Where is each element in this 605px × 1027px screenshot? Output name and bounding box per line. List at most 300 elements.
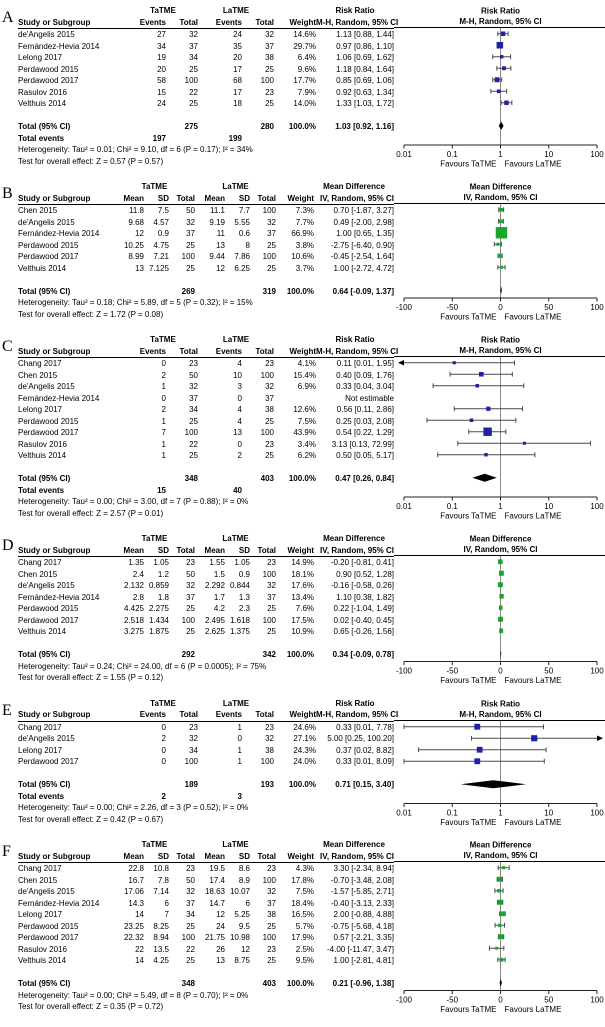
cell: SD [238,193,250,203]
table-row [18,615,394,627]
table-row [18,358,394,370]
cell: 9.68 [128,217,144,227]
cell: 1 [161,439,166,449]
cell: IV, Random, 95% CI [320,545,394,555]
effect-marker [498,900,503,905]
cell: Velthuis 2014 [18,627,67,636]
cell: 2.8 [132,592,144,602]
spacer-row [18,638,394,650]
cell: 17 [233,64,242,74]
cell: -1.57 [-5.85, 2.71] [330,887,394,896]
cell: 35 [233,41,242,51]
panel-e [2,698,605,828]
effect-marker [497,877,502,882]
overall-effect-row [18,814,394,826]
cell: 342 [262,650,276,659]
cell: Velthuis 2014 [18,99,67,108]
panel-a [2,5,605,169]
cell: 14.6% [293,30,316,39]
cell: 3.275 [123,627,144,636]
cell: SD [238,851,250,861]
effect-marker [474,758,480,764]
cell: 4.2 [213,604,225,613]
panel-b [2,181,605,322]
cell: 25 [186,921,195,931]
overall-effect-row [18,1001,394,1013]
cell: 17.5% [291,615,314,625]
cell: 40 [233,485,242,495]
effect-marker [499,594,503,598]
cell: LaTME [222,840,249,849]
cell: 5.25 [234,910,250,919]
effect-marker [484,453,487,456]
cell: Fernández-Hevia 2014 [18,898,100,908]
cell: 9.5 [238,921,250,931]
cell: Heterogeneity: Tau² = 0.01; Chi² = 9.10, df = 6 (P = 0.17); I² = 34% [18,145,253,154]
table-row [18,75,394,87]
cell: 37 [186,229,195,238]
cell: Weight [289,17,316,27]
cell [198,779,242,791]
cell: 32 [189,382,198,391]
cell: 32 [189,30,198,39]
cell: 100 [260,76,274,85]
cell: 37 [265,41,274,51]
panel-label: E [2,701,12,719]
cell: 348 [181,979,195,988]
cell: Lelong 2017 [18,910,63,919]
heterogeneity-row [18,802,394,814]
effect-marker [499,571,504,576]
cell: 0 [161,745,166,755]
cell: Total [179,710,198,719]
cell: 1.35 [128,558,144,567]
cell: 100 [262,252,276,261]
svg-text:10: 10 [544,150,554,159]
forest-plot-svg [394,181,605,322]
cell: 7.5% [295,887,314,896]
heterogeneity-row [18,990,394,1002]
cell: 4 [237,405,242,414]
cell: Chang 2017 [18,722,62,732]
forest-plot-svg [394,839,605,1015]
cell: 37 [265,393,274,403]
cell: 1.10 [0.38, 1.82] [336,592,394,602]
spacer-row [18,274,394,286]
cell: Test for overall effect: Z = 0.57 (P = 0.57) [18,156,164,166]
svg-text:-50: -50 [446,995,459,1005]
cell: 25 [267,627,276,636]
cell: 0.90 [0.52, 1.28] [336,569,394,579]
cell: 25 [186,627,195,636]
forest-plot-svg [394,533,605,686]
group-header-row [18,698,394,710]
column-header-row [18,545,394,558]
cell: TaTME [141,840,168,849]
cell [195,649,225,661]
cell: 100.0% [286,650,314,659]
cell: 0.859 [148,581,169,590]
cell: 0.25 [0.03, 2.08] [336,416,394,426]
axis [396,662,604,676]
cell: Perdawood 2015 [18,604,79,613]
table-row [18,944,394,956]
plot-effect-title: Risk Ratio [480,335,521,345]
effect-marker [523,442,526,445]
cell: 10.6% [291,252,314,261]
table-row [18,381,394,393]
ci-line [404,724,543,729]
cell: 20 [157,64,166,74]
table-row [18,909,394,921]
cell [198,121,242,133]
cell: 29.7% [293,41,316,51]
cell: 23 [189,722,198,732]
cell: 23 [265,359,274,368]
effect-marker [499,606,503,610]
table-row [18,98,394,110]
cell: LaTME [222,698,250,708]
cell: 6.25 [234,263,250,273]
cell: 2.518 [123,615,144,625]
svg-text:0.1: 0.1 [446,808,458,817]
cell: 0.34 [-0.09, 0.78] [332,650,394,659]
cell: 0 [237,393,242,403]
effect-marker [499,629,503,633]
cell: LaTME [222,534,249,543]
cell: 32 [189,734,198,743]
cell: Events [139,710,166,719]
cell: SD [238,545,250,555]
cell: 0.11 [0.01, 1.95] [336,359,394,368]
cell: 37 [189,41,198,51]
cell: Mean [204,193,225,203]
effect-marker [498,559,503,564]
column-header-row [18,709,399,722]
plot-effect-title: Risk Ratio [480,6,521,16]
cell: Perdawood 2015 [18,921,79,931]
cell: Events [139,346,166,356]
cell: 2.00 [-0.88, 4.88] [333,910,394,919]
effect-marker [497,89,501,93]
effect-marker [495,77,500,82]
cell: Test for overall effect: Z = 0.42 (P = 0.67) [18,814,164,824]
cell: 34 [157,41,166,51]
table-row [18,370,394,382]
cell: 1.03 [0.92, 1.16] [335,122,394,131]
cell: 7.6% [295,604,314,613]
cell: Total (95% CI) [18,650,71,659]
effect-marker [498,617,503,622]
panel-d [2,533,605,686]
effect-marker [483,428,491,436]
cell: 1.434 [148,615,169,625]
cell: 22.32 [123,933,144,942]
cell: 18 [233,99,242,108]
cell: Chen 2015 [18,370,58,380]
cell: de'Angelis 2015 [18,30,75,39]
table-row [18,863,394,875]
cell: 7.5% [297,416,316,426]
cell: 6.9% [297,382,316,391]
cell: Weight [289,710,316,719]
cell: 13 [135,263,144,273]
cell [195,286,225,298]
cell: 24 [157,99,166,108]
cell: 100 [184,428,198,437]
cell: 16.7 [128,875,144,885]
effect-marker [531,735,537,741]
cell: Total [257,193,276,203]
favours-right-label: Favours LaTME [504,1005,562,1014]
cell: 23 [189,359,198,368]
table-row [18,240,394,252]
table-row [18,251,394,263]
favours-left-label: Favours TaTME [440,159,497,169]
cell: Total [257,851,276,861]
cell: Total [257,545,276,555]
forest-plot [394,334,605,521]
cell: Mean Difference [323,182,385,191]
cell: Velthuis 2014 [18,451,67,460]
summary-diamond [461,780,526,788]
cell: 25 [265,451,274,460]
cell: Test for overall effect: Z = 1.55 (P = 0.12) [18,673,164,682]
cell: 17.7% [293,76,316,85]
effect-marker [500,958,504,962]
cell: 25 [267,240,276,250]
table-row [18,557,394,569]
heterogeneity-row [18,297,394,309]
spacer-row [18,768,394,780]
spacer-row [18,462,394,474]
cell: 27 [157,30,166,39]
cell: 25 [267,921,276,931]
cell: 32 [267,581,276,590]
cell: 13 [233,428,242,437]
cell: Total events [18,133,65,143]
cell: Mean [204,545,225,555]
cell: Lelong 2017 [18,405,63,414]
effect-marker [476,384,480,388]
effect-marker [496,227,507,238]
cell: 100 [262,569,276,579]
cell: 68 [233,76,242,85]
cell: 100.0% [286,286,314,296]
cell: 1 [237,722,242,732]
cell: 37 [186,898,195,908]
cell: 100.0% [288,474,316,483]
cell: 100 [181,252,195,261]
cell [18,181,114,193]
table-row [18,756,394,768]
cell: Total (95% CI) [18,979,71,988]
cell: 1 [237,757,242,766]
table-row [18,626,394,638]
cell: 7.5 [157,206,169,215]
cell: Fernández-Hevia 2014 [18,592,100,602]
cell: 0.33 [0.04, 3.04] [336,382,394,391]
svg-text:-100: -100 [395,666,413,676]
effect-marker [498,254,502,258]
cell: 34 [189,745,198,755]
cell: 38 [267,910,276,919]
cell: 14 [135,910,144,919]
cell: Weight [289,346,316,356]
cell: 23 [267,944,276,954]
cell: 19.5 [209,864,225,873]
overall-effect-row [18,508,394,520]
cell: 100 [181,933,195,942]
cell: 58 [157,76,166,85]
group-header-row [18,334,394,346]
cell: Total [179,346,198,356]
cell: 34 [189,405,198,414]
cell: 4.425 [123,604,144,613]
svg-text:0: 0 [498,303,503,312]
cell: 22 [186,944,195,954]
cell: 6.2% [297,451,316,460]
effect-marker [495,947,498,950]
cell [225,978,250,990]
table-row [18,592,394,604]
cell: 25 [186,604,195,613]
cell: -0.75 [-5.68, 4.18] [330,921,394,931]
cell: 100.0% [286,979,314,988]
cell: 4.25 [153,956,169,965]
panel-c [2,334,605,521]
cell [18,334,128,346]
table-row [18,228,394,240]
cell: 22 [135,944,144,954]
cell: 24.3% [293,745,316,755]
plot-effect-title: Mean Difference [469,840,532,850]
cell: 13.5 [153,944,169,954]
cell: 6.4% [297,53,316,62]
favours-left-label: Favours TaTME [440,312,497,322]
panel-label: C [2,338,13,355]
cell: 21.75 [204,933,225,942]
cell: Chen 2015 [18,206,58,215]
cell: 32 [186,217,195,227]
cell: -0.70 [-3.48, 2.08] [330,875,394,885]
ci-line [404,758,544,763]
cell: 38 [265,745,274,755]
cell: 15 [157,87,166,97]
cell: 17.8% [291,875,314,885]
cell: Fernández-Hevia 2014 [18,393,100,403]
table-row [18,921,394,933]
table-row [18,439,394,451]
cell: 2.275 [148,604,169,613]
cell: 2.132 [123,581,144,590]
svg-text:0.01: 0.01 [396,150,412,159]
cell: 1.06 [0.69, 1.62] [336,53,394,62]
cell: 1.55 [209,558,225,567]
cell: 1.33 [1.03, 1.72] [336,99,394,108]
cell: Total [179,17,198,27]
cell: 0.33 [0.01, 7.78] [336,722,394,732]
heterogeneity-row [18,496,394,508]
cell: 34 [189,53,198,62]
plot-method-title: IV, Random, 95% CI [463,193,538,202]
cell: Mean [123,193,144,203]
cell: IV, Random, 95% CI [320,193,394,203]
favours-right-label: Favours LaTME [504,312,562,322]
panel-table [18,839,394,1015]
table-row [18,450,394,462]
plot-method-title: M-H, Random, 95% CI [459,17,542,26]
cell: 403 [262,979,276,988]
cell: 5.55 [234,217,250,227]
cell: 14.0% [293,99,316,108]
cell: 0.47 [0.26, 0.84] [335,474,394,483]
plot-method-title: M-H, Random, 95% CI [459,346,542,355]
cell: Total [255,710,274,719]
cell: 3 [237,791,242,801]
cell: 0.64 [-0.09, 1.37] [332,286,394,296]
cell: 1.00 [-2.81, 4.81] [333,956,394,965]
cell: 12 [135,229,144,238]
cell: 9.19 [209,217,225,227]
cell: 24.6% [293,722,316,732]
favours-left-label: Favours TaTME [440,1005,497,1014]
cell: 0.844 [229,581,250,590]
cell: 25 [186,956,195,965]
cell: 2.3 [238,604,250,613]
cell: 100 [184,76,198,85]
cell: Events [215,710,242,719]
svg-text:1: 1 [498,150,503,159]
cell: Velthuis 2014 [18,956,67,965]
axis [396,803,604,817]
plot-effect-title: Risk Ratio [480,699,521,708]
cell: Perdawood 2017 [18,757,79,766]
cell: 8.6 [238,864,250,873]
svg-text:50: 50 [544,303,554,312]
cell: 17.6% [291,581,314,590]
cell: 7.7 [238,206,250,215]
cell: 199 [228,133,242,143]
cell: 0.97 [0.86, 1.10] [336,41,394,51]
cell: Mean [123,545,144,555]
cell: 25 [189,64,198,74]
cell: LaTME [222,335,250,344]
table-row [18,569,394,581]
heterogeneity-row [18,144,394,156]
cell [274,393,316,405]
cell: Total [176,545,195,555]
cell: 50 [189,370,198,380]
cell: 32 [265,382,274,391]
effect-marker [486,407,490,411]
cell: 2 [161,734,166,743]
cell: 11.1 [210,206,225,215]
cell: 4.1% [297,359,316,368]
cell: 14.7 [209,898,225,908]
cell: 23 [186,864,195,873]
cell: 22 [189,439,198,449]
cell: 9.44 [209,252,225,261]
svg-text:0.01: 0.01 [396,502,412,511]
cell: 25 [267,956,276,965]
effect-marker [474,723,480,729]
cell: Perdawood 2015 [18,240,79,250]
cell: 10.9% [291,627,314,636]
cell: 2 [161,405,166,414]
cell: 7.8 [157,875,169,885]
svg-text:-50: -50 [446,303,459,312]
